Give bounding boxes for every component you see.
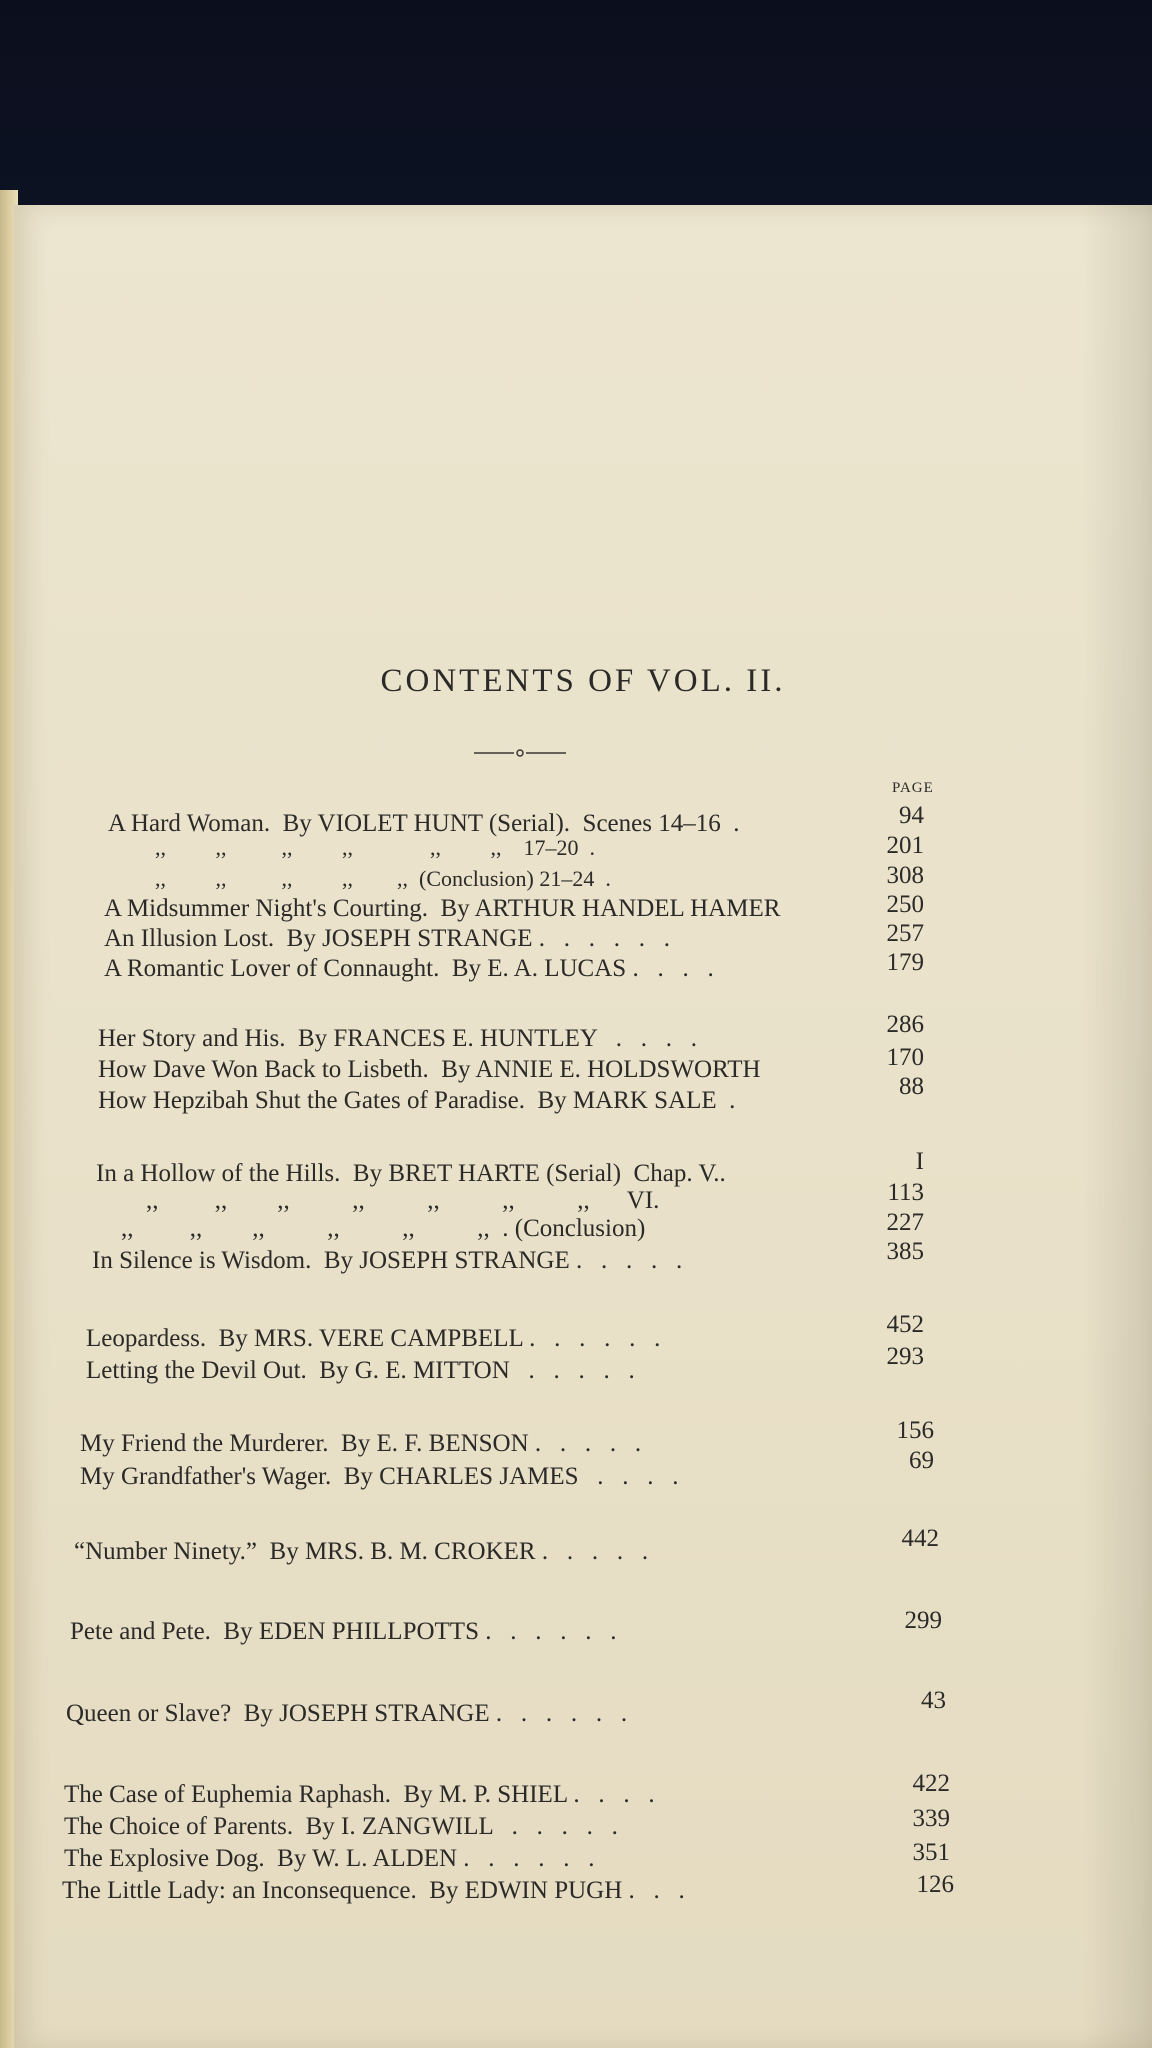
entry-text: The Case of Euphemia Raphash. By M. P. SHIEL . . . . (64, 1781, 655, 1808)
page-number: 452 (886, 1311, 924, 1338)
entry-text: ,, ,, ,, ,, ,, ,, ,, VI. (96, 1187, 660, 1214)
contents-entry (80, 1430, 641, 1458)
page-number: 201 (886, 832, 924, 859)
contents-entry (98, 1025, 697, 1053)
contents-entry (96, 1160, 726, 1188)
contents-entry (144, 866, 611, 892)
contents-entry (104, 955, 714, 983)
page-number: 293 (886, 1343, 924, 1370)
contents-entry (98, 1056, 761, 1084)
page-number: 250 (886, 891, 924, 918)
page-number: 339 (912, 1805, 950, 1832)
entry-text: Queen or Slave? By JOSEPH STRANGE . . . . . . (66, 1700, 628, 1727)
page-number: 156 (896, 1417, 934, 1444)
contents-entry (80, 1463, 679, 1491)
page-number: 385 (886, 1238, 924, 1265)
entry-text: A Midsummer Night's Courting. By ARTHUR HANDEL HAMER (104, 895, 781, 922)
page-number: 286 (886, 1011, 924, 1038)
page-number: 351 (912, 1839, 950, 1866)
page-number: 422 (912, 1770, 950, 1797)
entry-text: ,, ,, ,, ,, ,, ,, . (Conclusion) (96, 1215, 646, 1242)
contents-entry (66, 1700, 627, 1728)
contents-entry (64, 1813, 618, 1841)
page-number: 179 (886, 949, 924, 976)
page-number: 69 (909, 1447, 934, 1474)
contents-entry (64, 1845, 595, 1873)
entry-text: A Hard Woman. By VIOLET HUNT (Serial). Scenes 14–16 . (108, 810, 740, 837)
page-title: CONTENTS OF VOL. II. (380, 663, 786, 699)
contents-entry (86, 1325, 660, 1353)
page-number: 227 (886, 1209, 924, 1236)
entry-text: ,, ,, ,, ,, ,, ,, 17–20 . (144, 835, 595, 860)
entry-text: Leopardess. By MRS. VERE CAMPBELL . . . . . . (86, 1325, 661, 1352)
entry-text: In a Hollow of the Hills. By BRET HARTE (Serial) Chap. V.. (96, 1160, 726, 1187)
page-number: 299 (904, 1607, 942, 1634)
entry-text: My Grandfather's Wager. By CHARLES JAMES . . . . (80, 1463, 679, 1490)
contents-entry (70, 1618, 616, 1646)
contents-entry (86, 1357, 635, 1385)
entry-text: How Dave Won Back to Lisbeth. By ANNIE E. HOLDSWORTH (98, 1056, 761, 1083)
entry-text: “Number Ninety.” By MRS. B. M. CROKER . . . . . (74, 1538, 649, 1565)
page-number: 43 (921, 1687, 946, 1714)
contents-entry (98, 1087, 735, 1115)
page-number: 170 (886, 1044, 924, 1071)
ornament-rule (474, 745, 566, 761)
book-page (14, 205, 1152, 2048)
contents-entry (96, 1187, 659, 1215)
page-column-label: PAGE (892, 780, 934, 796)
contents-entry (62, 1877, 685, 1905)
contents-entry (96, 1215, 645, 1243)
contents-entry (74, 1538, 648, 1566)
entry-text: How Hepzibah Shut the Gates of Paradise. By MARK SALE . (98, 1087, 736, 1114)
entry-text: Pete and Pete. By EDEN PHILLPOTTS . . . . . . (70, 1618, 617, 1645)
page-number: 308 (886, 862, 924, 889)
entry-text: ,, ,, ,, ,, ,, (Conclusion) 21–24 . (144, 866, 611, 891)
page-number: 94 (899, 802, 924, 829)
entry-text: A Romantic Lover of Connaught. By E. A. LUCAS . . . . (104, 955, 714, 982)
contents-entry (104, 895, 780, 923)
contents-entry (144, 835, 595, 861)
contents-entry (108, 810, 739, 838)
page-number: 442 (901, 1525, 939, 1552)
entry-text: The Explosive Dog. By W. L. ALDEN . . . . . . (64, 1845, 595, 1872)
contents-entry (64, 1781, 655, 1809)
entry-text: In Silence is Wisdom. By JOSEPH STRANGE . . . . . (92, 1247, 683, 1274)
page-number: 126 (916, 1871, 954, 1898)
page-number: 88 (899, 1073, 924, 1100)
contents-entry (104, 925, 670, 953)
entry-text: Letting the Devil Out. By G. E. MITTON . . . . . (86, 1357, 635, 1384)
contents-entry (92, 1247, 682, 1275)
entry-text: Her Story and His. By FRANCES E. HUNTLEY . . . . (98, 1025, 698, 1052)
entry-text: The Little Lady: an Inconsequence. By EDWIN PUGH . . . (62, 1877, 685, 1904)
page-shadow (1082, 205, 1152, 2048)
entry-text: The Choice of Parents. By I. ZANGWILL . . . . . (64, 1813, 618, 1840)
page-number: 113 (887, 1179, 924, 1206)
page-number: 257 (886, 920, 924, 947)
page-number: I (915, 1148, 924, 1175)
entry-text: My Friend the Murderer. By E. F. BENSON . . . . . (80, 1430, 642, 1457)
entry-text: An Illusion Lost. By JOSEPH STRANGE . . . . . . (104, 925, 671, 952)
